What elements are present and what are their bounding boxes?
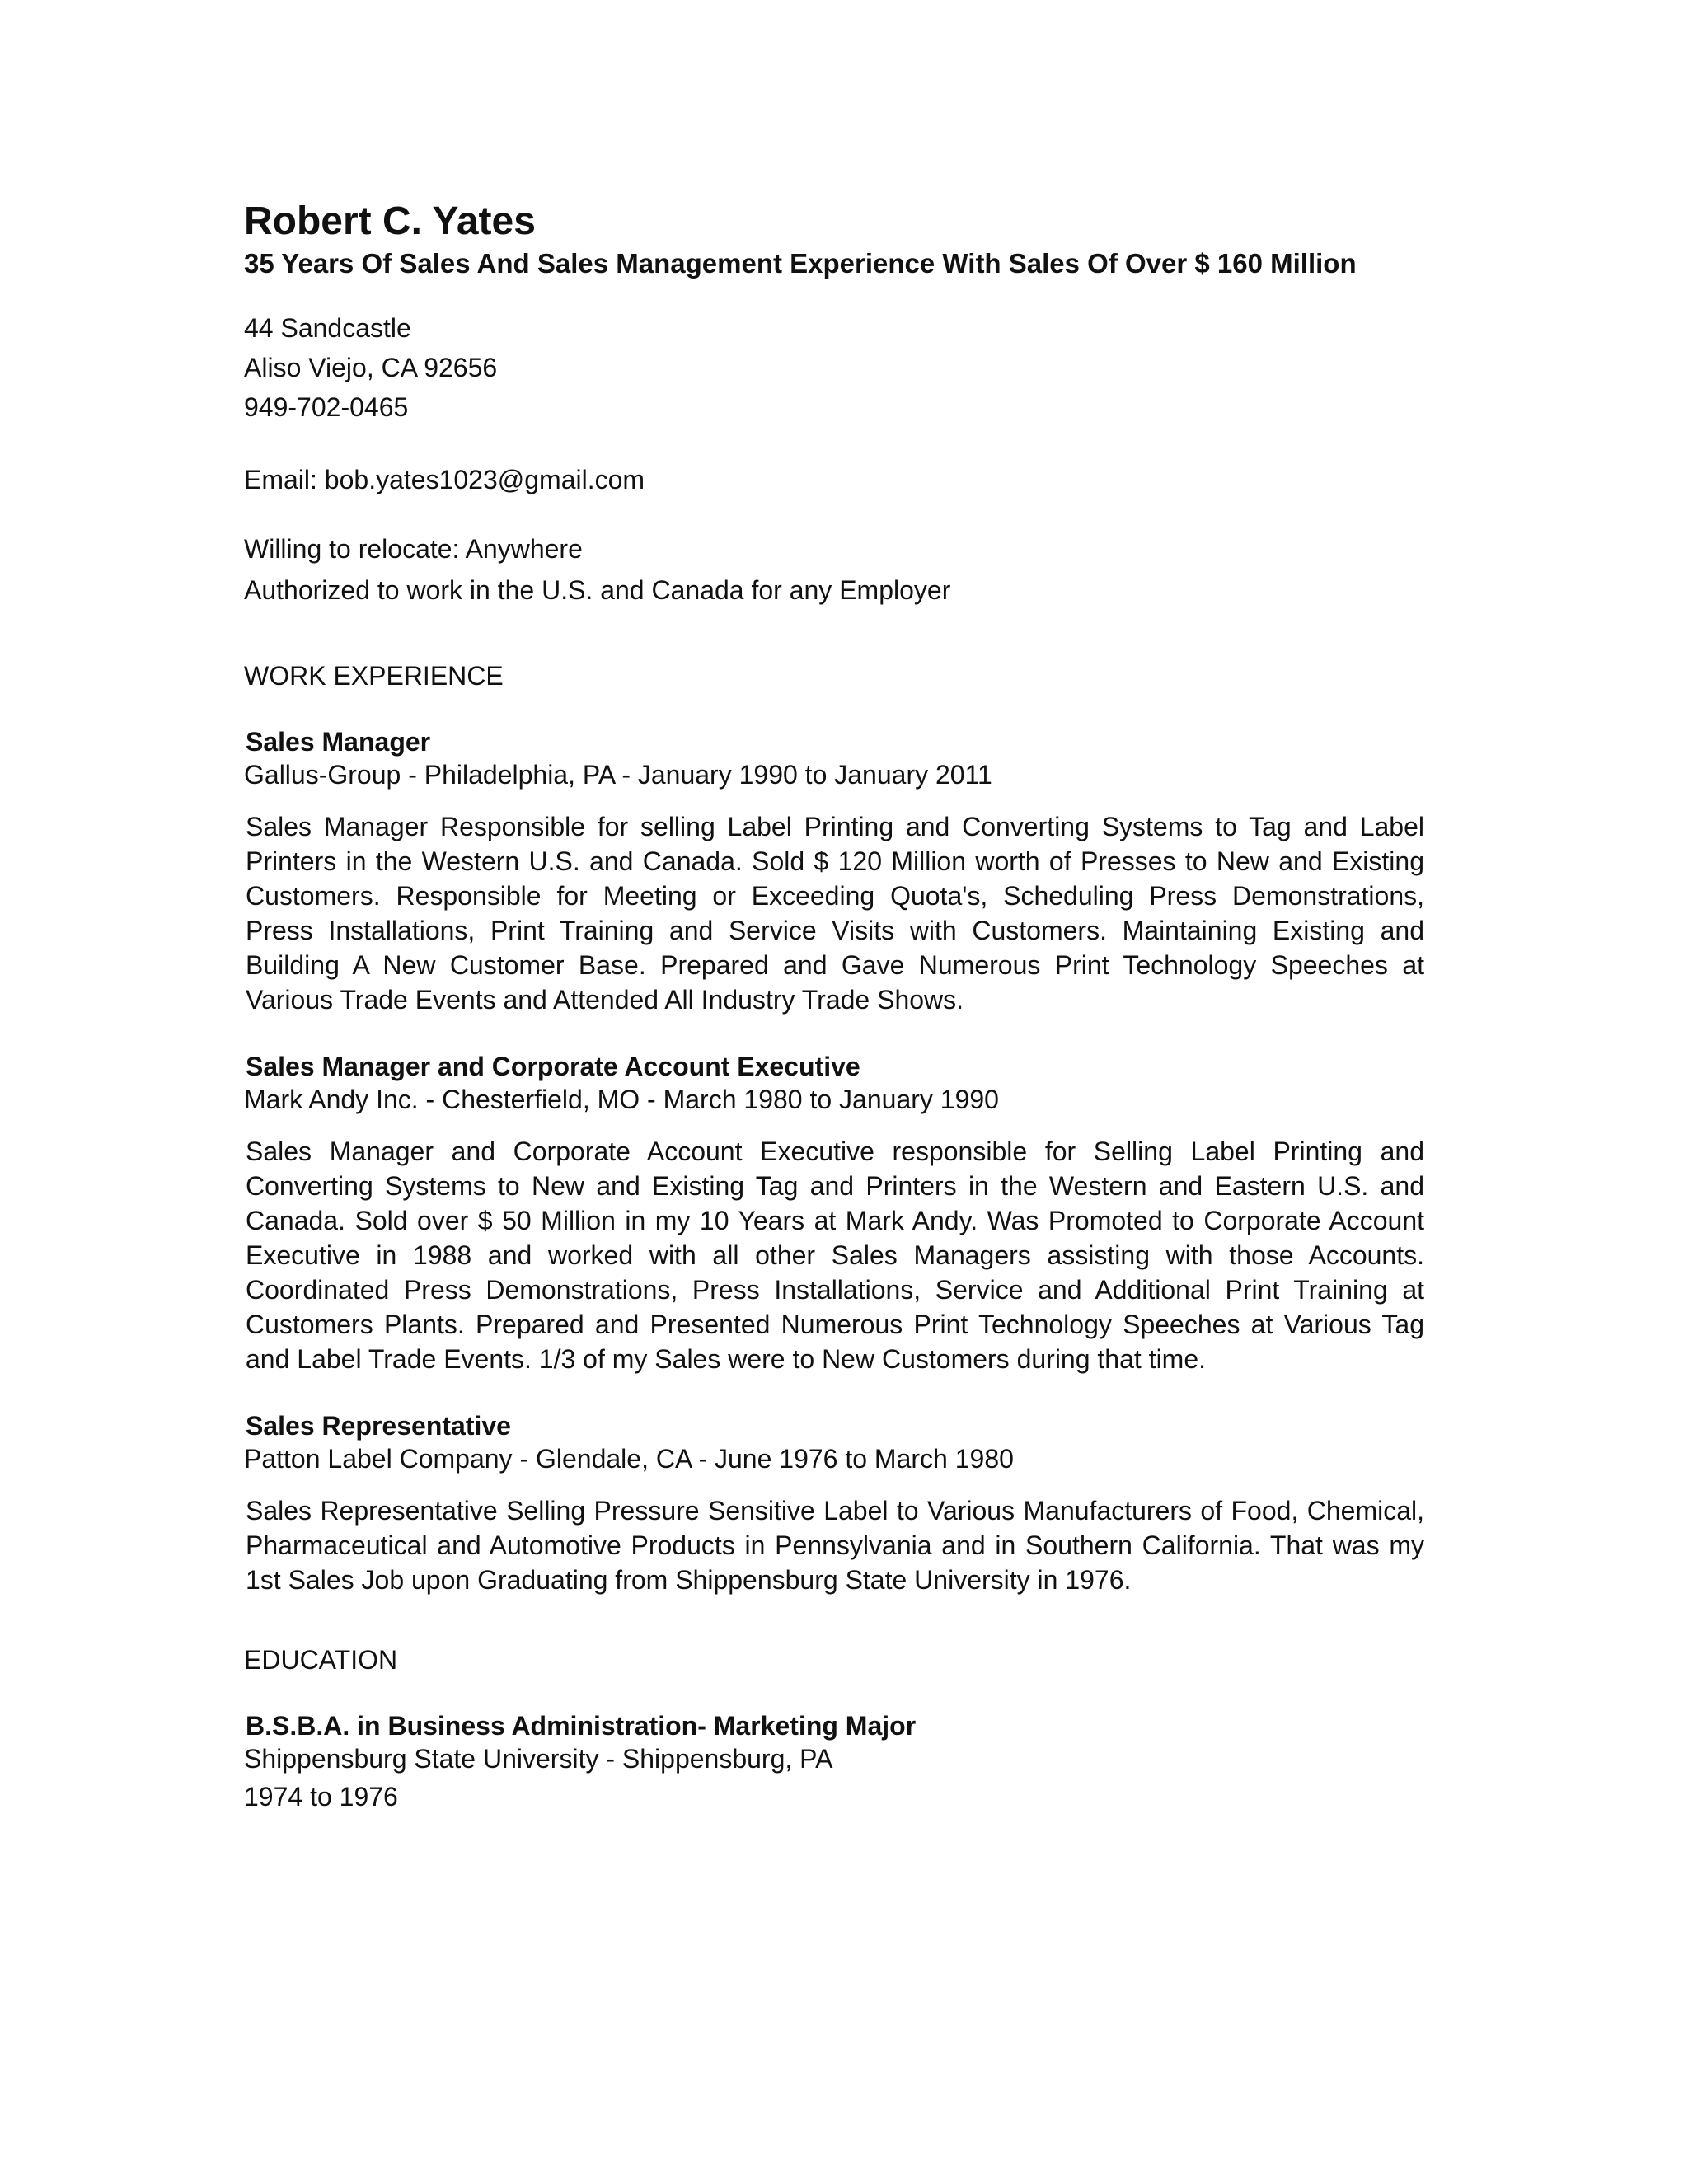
job-title: Sales Manager and Corporate Account Executive bbox=[246, 1052, 860, 1081]
education-years: 1974 to 1976 bbox=[244, 1782, 398, 1811]
job-title: Sales Representative bbox=[246, 1411, 511, 1441]
relocate-line: Willing to relocate: Anywhere bbox=[244, 534, 583, 564]
school-line: Shippensburg State University - Shippensburg, PA bbox=[244, 1744, 833, 1774]
address-line-1: 44 Sandcastle bbox=[244, 313, 411, 343]
phone-number: 949-702-0465 bbox=[244, 392, 409, 422]
job-description: Sales Manager Responsible for selling Label Printing and Converting Systems to Tag and Label Printers in the Western U.S. and Canada. Sold $ 120 Million worth of Presses to New and Existing Customers. Responsible for Meeting or Exceeding Quota's, Scheduling Press Demonstrations, Press Installations, Print Training and Service Visits with Customers. Maintaining Existing and Building A New Customer Base. Prepared and Gave Numerous Print Technology Speeches at Various Trade Events and Attended All Industry Trade Shows. bbox=[246, 812, 1424, 1015]
work-authorization-line: Authorized to work in the U.S. and Canada for any Employer bbox=[244, 575, 951, 605]
candidate-name: Robert C. Yates bbox=[244, 199, 536, 243]
job-meta: Patton Label Company - Glendale, CA - June 1976 to March 1980 bbox=[244, 1444, 1014, 1474]
education-heading: EDUCATION bbox=[244, 1645, 398, 1675]
job-description: Sales Manager and Corporate Account Executive responsible for Selling Label Printing and Converting Systems to New and Existing Tag and Printers in the Western and Eastern U.S. and Canada. Sold over $ 50 Million in my 10 Years at Mark Andy. Was Promoted to Corporate Account Executive in 1988 and worked with all other Sales Managers assisting with those Accounts. Coordinated Press Demonstrations, Press Installations, Service and Additional Print Training at Customers Plants. Prepared and Presented Numerous Print Technology Speeches at Various Tag and Label Trade Events. 1/3 of my Sales were to New Customers during that time. bbox=[246, 1137, 1424, 1374]
job-meta: Mark Andy Inc. - Chesterfield, MO - March 1980 to January 1990 bbox=[244, 1085, 999, 1114]
work-experience-heading: WORK EXPERIENCE bbox=[244, 661, 504, 691]
job-title: Sales Manager bbox=[246, 727, 431, 757]
email-line: Email: bob.yates1023@gmail.com bbox=[244, 465, 645, 494]
job-meta: Gallus-Group - Philadelphia, PA - January 1990 to January 2011 bbox=[244, 760, 992, 790]
resume-headline: 35 Years Of Sales And Sales Management Experience With Sales Of Over $ 160 Million bbox=[244, 248, 1357, 279]
degree-title: B.S.B.A. in Business Administration- Marketing Major bbox=[246, 1711, 917, 1741]
address-line-2: Aliso Viejo, CA 92656 bbox=[244, 353, 498, 382]
job-description: Sales Representative Selling Pressure Sensitive Label to Various Manufacturers of Food, Chemical, Pharmaceutical and Automotive Products in Pennsylvania and in Southern California. That was my 1st Sales Job upon Graduating from Shippensburg State University in 1976. bbox=[246, 1496, 1424, 1595]
